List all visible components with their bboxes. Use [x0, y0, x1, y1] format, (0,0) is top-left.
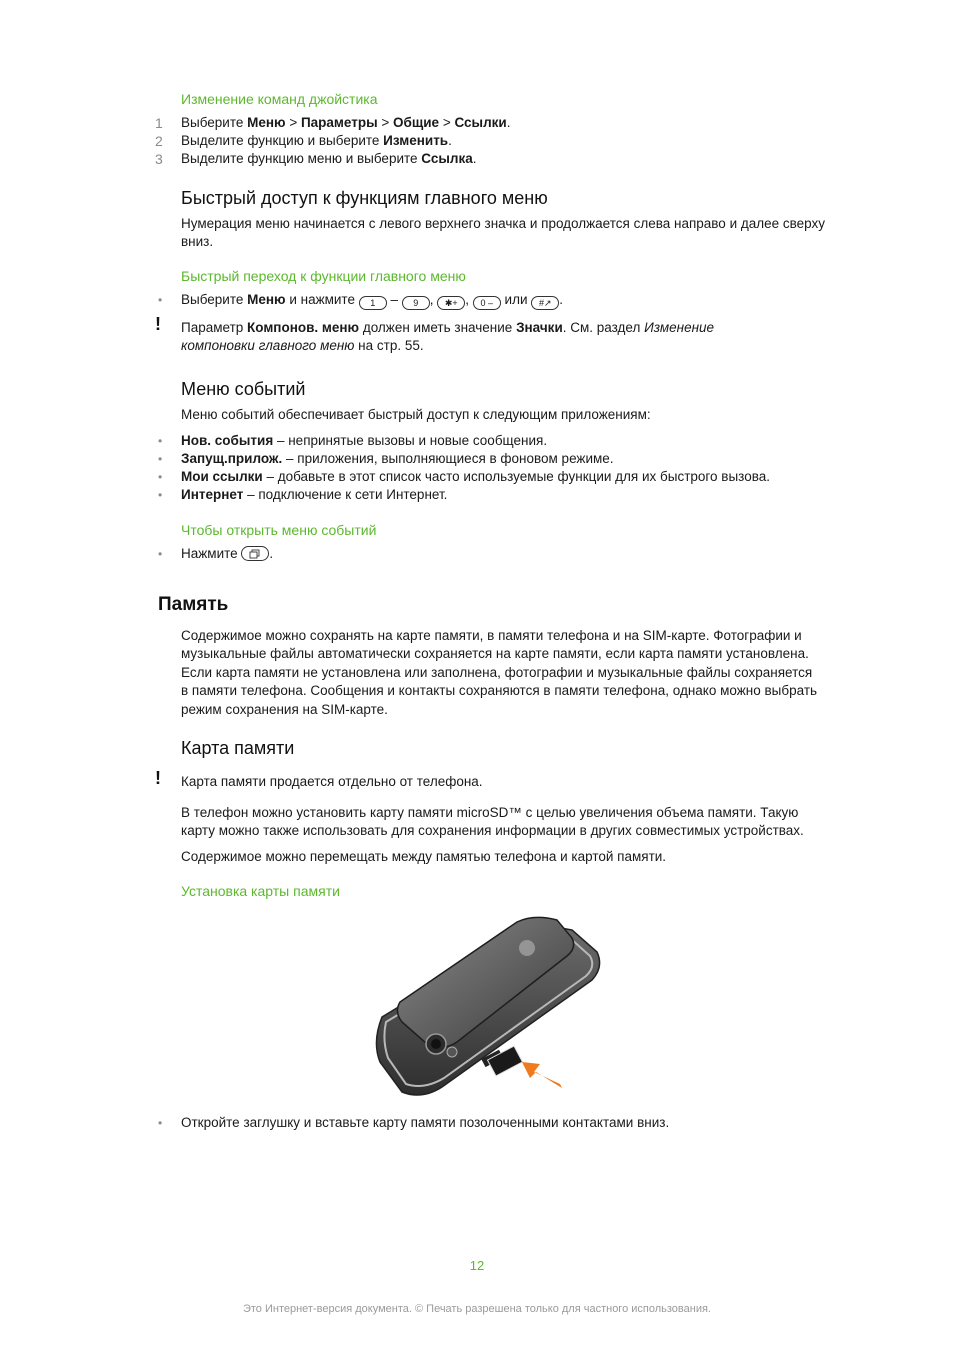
- phone-card-illustration: [372, 912, 606, 1107]
- paragraph: Меню событий обеспечивает быстрый доступ к следующим приложениям:: [181, 407, 651, 422]
- note-card: Карта памяти продается отдельно от телефона.: [181, 774, 483, 789]
- list-item: Нов. события – непринятые вызовы и новые сообщения.: [181, 433, 548, 448]
- paragraph: Если карта памяти не установлена или заполнена, фотографии и музыкальные файлы сохраняется: [181, 665, 813, 680]
- bullet: •: [158, 293, 163, 307]
- bullet-insert-card: Откройте заглушку и вставьте карту памяти позолоченными контактами вниз.: [181, 1115, 670, 1130]
- page-number: 12: [469, 1258, 485, 1273]
- list-item: Мои ссылки – добавьте в этот список часто используемые функции для их быстрого вызова.: [181, 469, 770, 484]
- paragraph: В телефон можно установить карту памяти microSD™ с целью увеличения объема памяти. Такую: [181, 805, 799, 820]
- paragraph: режим сохранения на SIM-карте.: [181, 702, 388, 717]
- note-layout-line2: компоновки главного меню на стр. 55.: [181, 338, 424, 353]
- step-3: Выделите функцию меню и выберите Ссылка.: [181, 151, 477, 166]
- note-layout: Параметр Компонов. меню должен иметь значение Значки. См. раздел Изменение: [181, 320, 715, 335]
- bullet-press: Нажмите .: [181, 545, 273, 566]
- bullet: •: [158, 434, 163, 448]
- paragraph: Нумерация меню начинается с левого верхнего значка и продолжается слева направо и далее сверху: [181, 216, 826, 231]
- bullet-quick-jump: Выберите Меню и нажмите 1 – 9 , ✱+ , 0 – или #↗ .: [181, 292, 564, 308]
- subsection-title-joystick: Изменение команд джойстика: [181, 91, 378, 107]
- bullet: •: [158, 547, 163, 561]
- subsection-title-install-card: Установка карты памяти: [181, 883, 340, 899]
- paragraph: Содержимое можно перемещать между памятью телефона и картой памяти.: [181, 849, 667, 864]
- list-item: Запущ.прилож. – приложения, выполняющиеся в фоновом режиме.: [181, 451, 614, 466]
- subsection-title-open-events: Чтобы открыть меню событий: [181, 522, 377, 538]
- paragraph: музыкальные файлы автоматически сохраняется на карте памяти, если карта памяти установлена.: [181, 646, 809, 661]
- note-icon: !: [155, 768, 161, 788]
- footer-notice: Это Интернет-версия документа. © Печать разрешена только для частного использования.: [242, 1303, 711, 1315]
- heading-memory-card: Карта памяти: [181, 738, 295, 758]
- paragraph: в памяти телефона. Сообщения и контакты сохраняются в памяти телефона, однако можно выбрать: [181, 683, 818, 698]
- activity-key-icon: [241, 546, 269, 566]
- paragraph: вниз.: [181, 234, 214, 249]
- heading-memory: Память: [158, 594, 229, 615]
- key-1-icon: 1: [359, 296, 387, 310]
- bullet: •: [158, 470, 163, 484]
- key-hash-icon: #↗: [531, 296, 559, 310]
- key-0-icon: 0 –: [473, 296, 501, 310]
- bullet: •: [158, 1116, 163, 1130]
- subsection-title-quick-jump: Быстрый переход к функции главного меню: [181, 268, 466, 284]
- bullet: •: [158, 452, 163, 466]
- bullet: •: [158, 488, 163, 502]
- key-9-icon: 9: [402, 296, 430, 310]
- step-number: 2: [155, 133, 163, 149]
- step-2: Выделите функцию и выберите Изменить.: [181, 133, 452, 148]
- list-item: Интернет – подключение к сети Интернет.: [181, 487, 448, 502]
- step-1: Выберите Меню > Параметры > Общие > Ссылки.: [181, 115, 511, 130]
- heading-events: Меню событий: [181, 379, 306, 399]
- step-number: 3: [155, 151, 163, 167]
- paragraph: Содержимое можно сохранять на карте памяти, в памяти телефона и на SIM-карте. Фотографии и: [181, 628, 802, 643]
- note-icon: !: [155, 314, 161, 334]
- step-number: 1: [155, 115, 163, 131]
- paragraph: карту можно также использовать для сохранения информации в других совместимых устройствах.: [181, 823, 804, 838]
- heading-quick-access: Быстрый доступ к функциям главного меню: [181, 188, 548, 208]
- key-star-icon: ✱+: [437, 296, 465, 310]
